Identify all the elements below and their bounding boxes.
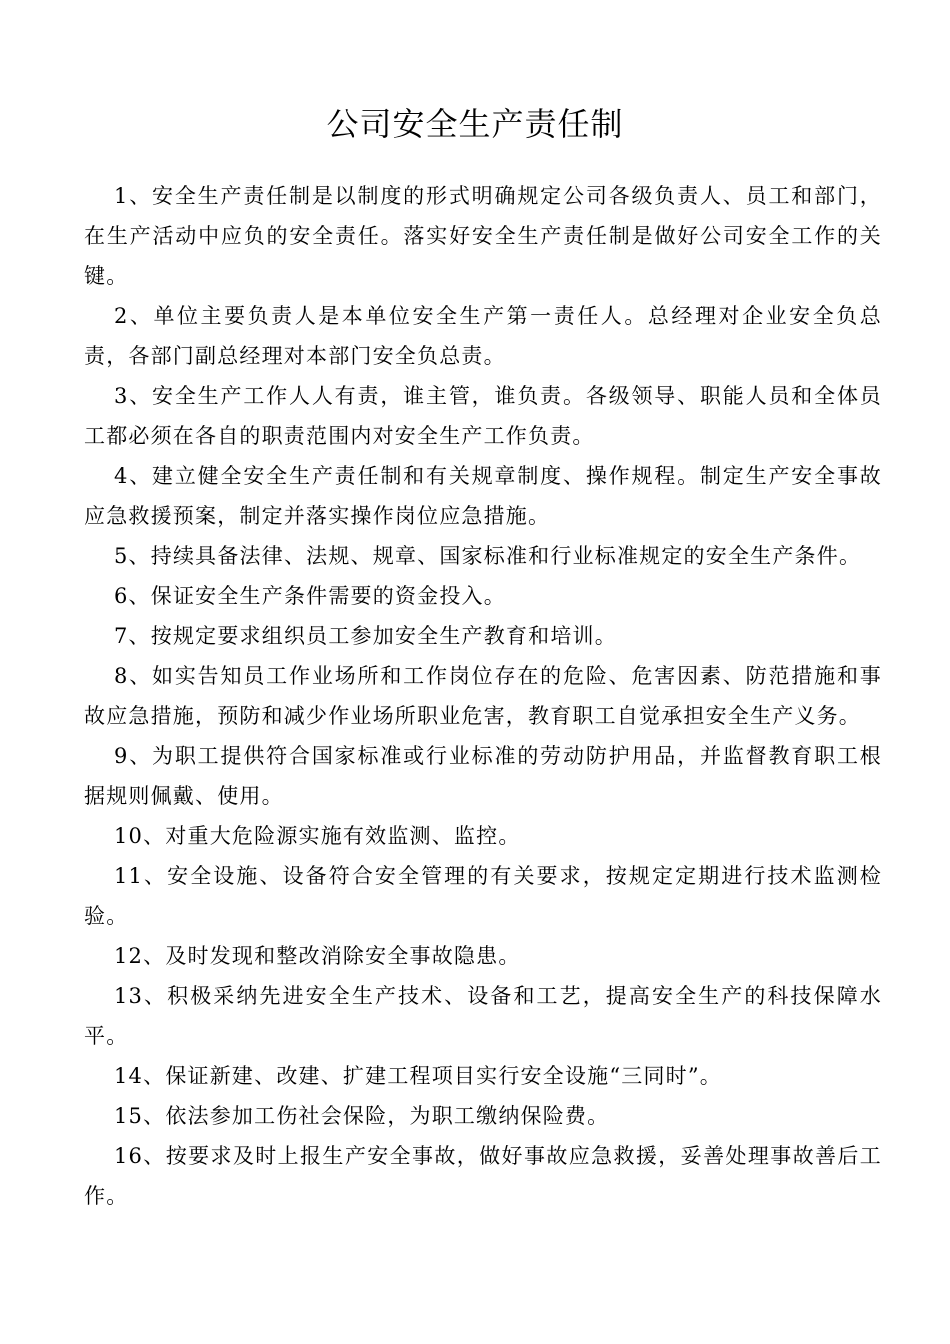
clause-13: 13、积极采纳先进安全生产技术、设备和工艺，提高安全生产的科技保障水平。 — [84, 984, 882, 1048]
clause-3: 3、安全生产工作人人有责，谁主管，谁负责。各级领导、职能人员和全体员工都必须在各自的职责范围内对安全生产工作负责。 — [84, 384, 882, 448]
clause-2: 2、单位主要负责人是本单位安全生产第一责任人。总经理对企业安全负总责，各部门副总经理对本部门安全负总责。 — [84, 304, 882, 368]
document-title: 公司安全生产责任制 — [326, 105, 624, 143]
clause-12: 12、及时发现和整改消除安全事故隐患。 — [114, 944, 521, 968]
clause-15: 15、依法参加工伤社会保险，为职工缴纳保险费。 — [114, 1104, 610, 1128]
clause-14: 14、保证新建、改建、扩建工程项目实行安全设施“三同时”。 — [114, 1064, 722, 1088]
clause-11: 11、安全设施、设备符合安全管理的有关要求，按规定定期进行技术监测检验。 — [84, 864, 882, 928]
document-body — [84, 176, 882, 1216]
clause-5: 5、持续具备法律、法规、规章、国家标准和行业标准规定的安全生产条件。 — [114, 544, 862, 568]
clause-8: 8、如实告知员工作业场所和工作岗位存在的危险、危害因素、防范措施和事故应急措施，预防和减少作业场所职业危害，教育职工自觉承担安全生产义务。 — [84, 664, 882, 728]
clause-9: 9、为职工提供符合国家标准或行业标准的劳动防护用品，并监督教育职工根据规则佩戴、使用。 — [84, 744, 882, 808]
clause-7: 7、按规定要求组织员工参加安全生产教育和培训。 — [114, 624, 617, 648]
clause-4: 4、建立健全安全生产责任制和有关规章制度、操作规程。制定生产安全事故应急救援预案，制定并落实操作岗位应急措施。 — [84, 464, 882, 528]
clause-6: 6、保证安全生产条件需要的资金投入。 — [114, 584, 506, 608]
clause-10: 10、对重大危险源实施有效监测、监控。 — [114, 824, 521, 848]
clause-16: 16、按要求及时上报生产安全事故，做好事故应急救援，妥善处理事故善后工作。 — [84, 1144, 882, 1208]
clause-1: 1、安全生产责任制是以制度的形式明确规定公司各级负责人、员工和部门，在生产活动中应负的安全责任。落实好安全生产责任制是做好公司安全工作的关键。 — [84, 184, 882, 288]
